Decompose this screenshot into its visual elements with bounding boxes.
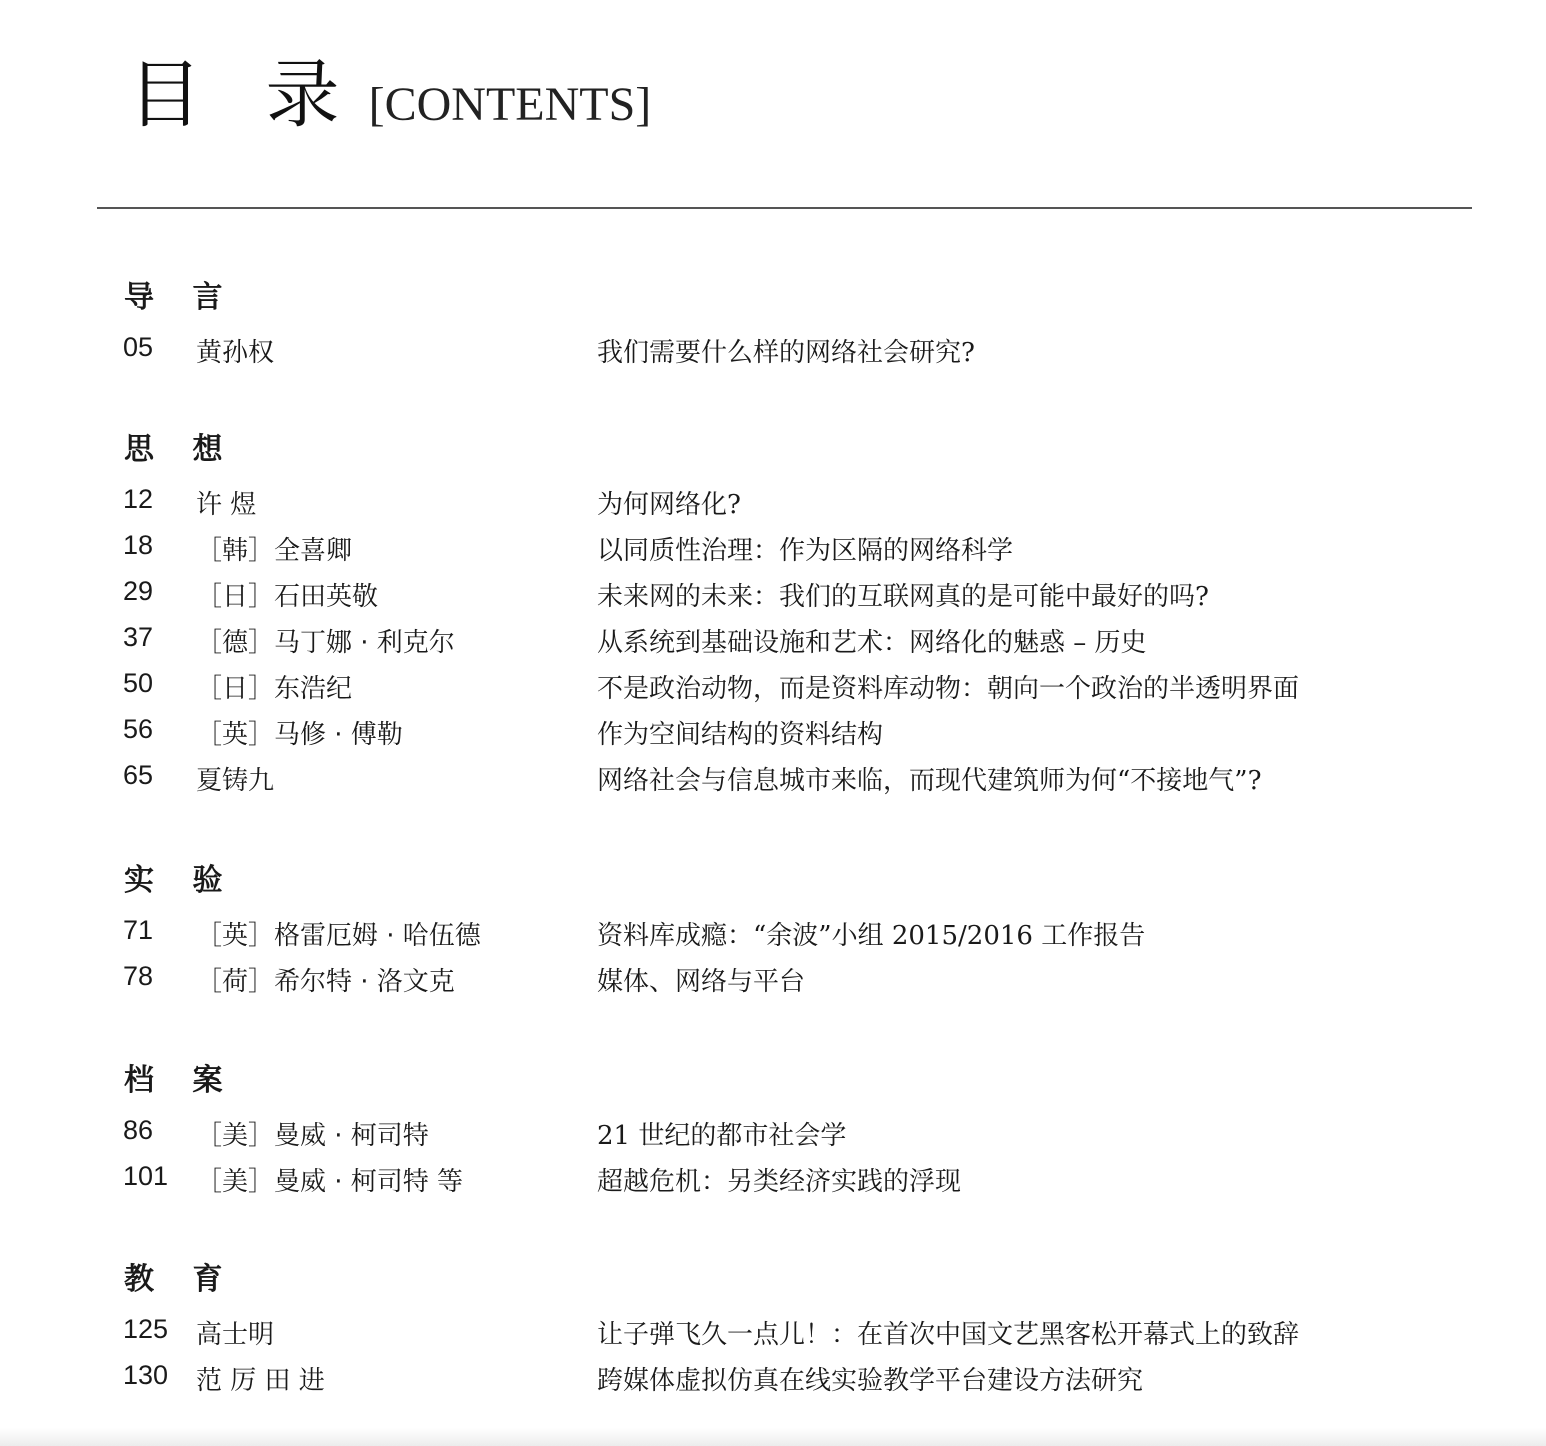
author-name: 黄孙权: [196, 338, 275, 368]
article-title: 作为空间结构的资料结构: [597, 720, 884, 750]
title-divider: [97, 207, 1472, 209]
page-number: 18: [123, 530, 154, 560]
page-number: 12: [123, 484, 154, 514]
author-name: ［德］马丁娜 · 利克尔: [196, 628, 455, 658]
article-title: 以同质性治理：作为区隔的网络科学: [597, 536, 1014, 566]
toc-entry[interactable]: [0, 530, 1546, 570]
article-title: 网络社会与信息城市来临，而现代建筑师为何“不接地气”?: [597, 766, 1262, 796]
title-english: [CONTENTS]: [368, 78, 652, 131]
toc-entry[interactable]: [0, 622, 1546, 662]
toc-entry[interactable]: [0, 576, 1546, 616]
author-name: ［日］石田英敬: [196, 582, 379, 612]
article-title: 未来网的未来：我们的互联网真的是可能中最好的吗?: [597, 582, 1209, 612]
page-number: 130: [123, 1360, 169, 1390]
page-number: 65: [123, 760, 154, 790]
author-name: 夏铸九: [196, 766, 275, 796]
toc-entry[interactable]: [0, 760, 1546, 800]
page-number: 101: [123, 1161, 169, 1191]
page-bottom-edge: [0, 1428, 1546, 1446]
author-name: 许 煜: [196, 490, 257, 520]
article-title: 不是政治动物，而是资料库动物：朝向一个政治的半透明界面: [597, 674, 1300, 704]
page-number: 05: [123, 332, 154, 362]
article-title: 21 世纪的都市社会学: [597, 1121, 847, 1151]
toc-entry[interactable]: [0, 332, 1546, 372]
article-title: 媒体、网络与平台: [597, 967, 806, 997]
page-number: 78: [123, 961, 154, 991]
section-heading: 教 育: [124, 1262, 237, 1297]
section-heading: 导 言: [124, 280, 237, 315]
author-name: ［英］马修 · 傅勒: [196, 720, 403, 750]
author-name: ［美］曼威 · 柯司特 等: [196, 1167, 464, 1197]
toc-entry[interactable]: [0, 961, 1546, 1001]
toc-entry[interactable]: [0, 714, 1546, 754]
section-heading: 档 案: [124, 1063, 237, 1098]
article-title: 为何网络化?: [597, 490, 741, 520]
toc-entry[interactable]: [0, 1314, 1546, 1354]
page-number: 50: [123, 668, 154, 698]
author-name: 范 厉 田 进: [196, 1366, 325, 1396]
author-name: ［英］格雷厄姆 · 哈伍德: [196, 921, 481, 951]
toc-entry[interactable]: [0, 1360, 1546, 1400]
page-number: 125: [123, 1314, 169, 1344]
page-number: 56: [123, 714, 154, 744]
toc-entry[interactable]: [0, 484, 1546, 524]
toc-entry[interactable]: [0, 915, 1546, 955]
page-number: 29: [123, 576, 154, 606]
toc-entry[interactable]: [0, 1161, 1546, 1201]
section-heading: 思 想: [124, 432, 237, 467]
author-name: ［日］东浩纪: [196, 674, 353, 704]
toc-entry[interactable]: [0, 1115, 1546, 1155]
author-name: ［韩］全喜卿: [196, 536, 353, 566]
article-title: 资料库成瘾：“余波”小组 2015/2016 工作报告: [597, 921, 1146, 951]
title-chinese: 目 录: [128, 52, 360, 138]
toc-entry[interactable]: [0, 668, 1546, 708]
article-title: 超越危机：另类经济实践的浮现: [597, 1167, 962, 1197]
article-title: 从系统到基础设施和艺术：网络化的魅惑 – 历史: [597, 628, 1147, 658]
page-number: 37: [123, 622, 154, 652]
author-name: ［美］曼威 · 柯司特: [196, 1121, 429, 1151]
article-title: 让子弹飞久一点儿！：在首次中国文艺黑客松开幕式上的致辞: [597, 1320, 1300, 1350]
page-title: [128, 52, 652, 138]
author-name: ［荷］希尔特 · 洛文克: [196, 967, 455, 997]
article-title: 我们需要什么样的网络社会研究?: [597, 338, 975, 368]
article-title: 跨媒体虚拟仿真在线实验教学平台建设方法研究: [597, 1366, 1144, 1396]
section-heading: 实 验: [124, 863, 237, 898]
author-name: 高士明: [196, 1320, 275, 1350]
page-number: 86: [123, 1115, 154, 1145]
page-number: 71: [123, 915, 154, 945]
